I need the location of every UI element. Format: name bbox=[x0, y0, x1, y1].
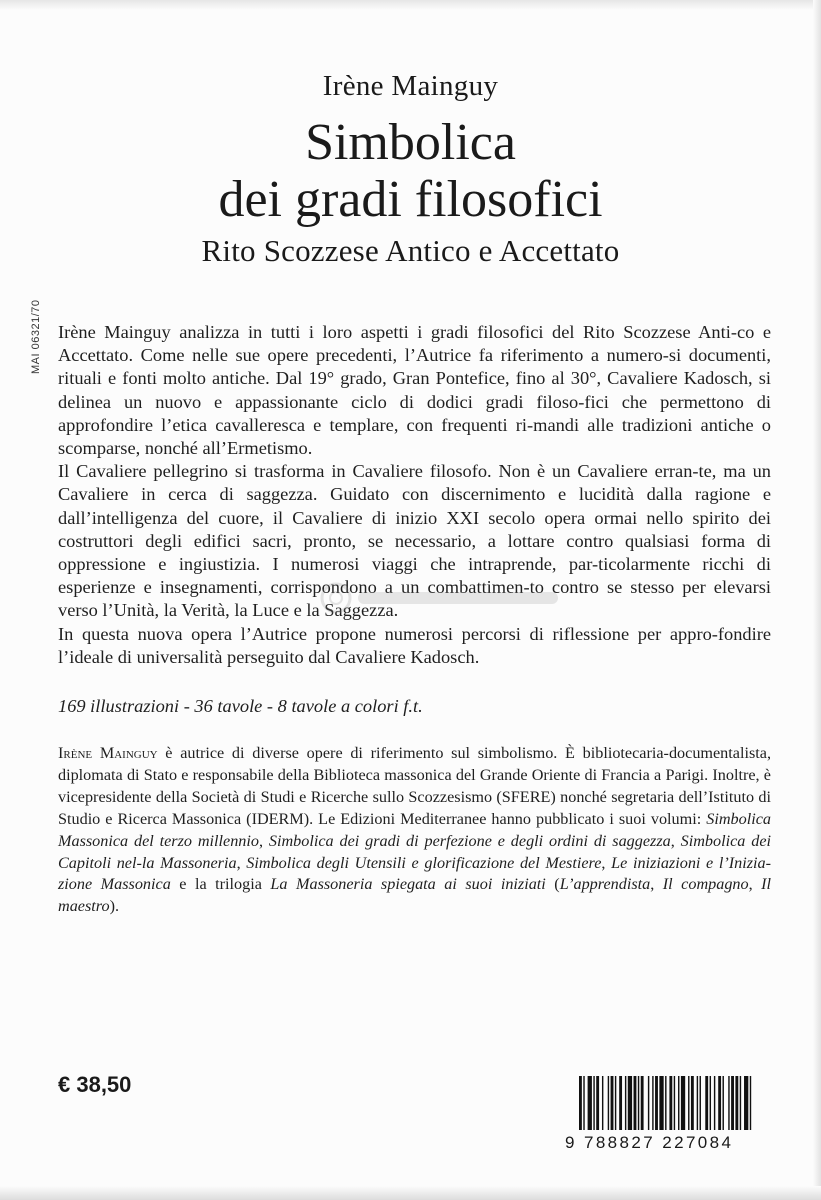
book-subtitle: Rito Scozzese Antico e Accettato bbox=[201, 233, 620, 268]
barcode-bar bbox=[638, 1076, 639, 1130]
barcode-bar bbox=[710, 1076, 711, 1130]
barcode-bar bbox=[681, 1076, 685, 1130]
barcode-bar bbox=[688, 1076, 689, 1130]
barcode-bar bbox=[678, 1076, 679, 1130]
barcode-bar bbox=[665, 1076, 666, 1130]
author-bio bbox=[58, 743, 771, 918]
barcode-bar bbox=[728, 1076, 729, 1130]
bio-sep-3: , bbox=[236, 853, 247, 872]
bio-text-1: è autrice di diverse opere di riferimento sul simbolismo. È bibliotecaria-documentalista, diplomata di Stato e responsabile della Biblioteca massonica del Grande Oriente di Francia a Parigi. Inoltre, è vicepresidente della Società di Studi e Ricerche sullo Scozzesismo (SFERE) nonché segretaria dell’Istituto di Studio e Ricerca Massonica (IDERM). Le Edizioni Mediterranee hanno pubblicato i suoi volumi: bbox=[58, 744, 771, 828]
bio-text-2: e la trilogia bbox=[170, 875, 271, 894]
bio-volume-3: Il maestro bbox=[58, 875, 772, 916]
barcode-bar bbox=[669, 1076, 672, 1130]
barcode-bar bbox=[615, 1076, 616, 1130]
book-title bbox=[0, 114, 821, 228]
bio-volume-2: Il compagno bbox=[662, 875, 749, 894]
barcode-bar bbox=[652, 1076, 653, 1130]
barcode-bar bbox=[735, 1076, 738, 1130]
price: € 38,50 bbox=[58, 1072, 132, 1097]
barcode-bar bbox=[705, 1076, 708, 1130]
barcode-bar bbox=[723, 1076, 724, 1130]
catalog-code: MAI 06321/70 bbox=[30, 299, 42, 374]
barcode-bar bbox=[608, 1076, 609, 1130]
barcode-bar bbox=[596, 1076, 599, 1130]
bio-text-4: ). bbox=[109, 897, 119, 916]
barcode-bar bbox=[744, 1076, 748, 1130]
bio-book-4: Simbolica degli Utensili e glorificazione del Mestiere bbox=[246, 853, 602, 872]
barcode-bar bbox=[714, 1076, 715, 1130]
barcode-bar bbox=[731, 1076, 734, 1130]
bio-sep-5: , bbox=[650, 875, 663, 894]
barcode-bar bbox=[718, 1076, 721, 1130]
description bbox=[58, 321, 771, 669]
description-paragraph-2: Il Cavaliere pellegrino si trasforma in Cavaliere filosofo. Non è un Cavaliere erran-te, ma un Cavaliere in cerca di saggezza. Guidato con discernimento e lucidità dalla ragione e dall’intelligenza del cuore, il Cavaliere di inizio XXI secolo opera ormai nello spirito dei costruttori degli edifici sacri, pronto, se necessario, a lottare contro qualsiasi forma di oppressione e ingiustizia. I numerosi viaggi che intraprende, par-ticolarmente ricchi di esperienze e insegnamenti, corrispondono a un combattimen-to contro se stesso per elevarsi verso l’Unità, la Verità, la Luce e la Saggezza. bbox=[58, 461, 771, 621]
bio-sep-4: , bbox=[601, 853, 612, 872]
watermark-logo-icon bbox=[318, 580, 568, 616]
title-line-2: dei gradi filosofici bbox=[218, 171, 603, 228]
scan-edge-top bbox=[0, 0, 821, 10]
barcode-bar bbox=[700, 1076, 701, 1130]
illustrations-info: 169 illustrazioni - 36 tavole - 8 tavole a colori f.t. bbox=[58, 696, 423, 716]
description-paragraph-3: In questa nuova opera l’Autrice propone numerosi percorsi di riflessione per appro-fondire l’ideale di universalità perseguito dal Cavaliere Kadosch. bbox=[58, 623, 771, 667]
bio-text-3: ( bbox=[545, 875, 560, 894]
barcode-bar bbox=[659, 1076, 663, 1130]
bio-volume-1: L’apprendista bbox=[559, 875, 651, 894]
bio-sep-1: , bbox=[258, 831, 269, 850]
barcode-bar bbox=[611, 1076, 614, 1130]
bio-book-2: Simbolica dei gradi di perfezione e degli ordini di saggezza bbox=[268, 831, 671, 850]
description-paragraph-1: Irène Mainguy analizza in tutti i loro aspetti i gradi filosofici del Rito Scozzese Anti-co e Accettato. Come nelle sue opere precedenti, l’Autrice fa riferimento a numero-si documenti, rituali e fonti molto antiche. Dal 19° grado, Gran Pontefice, fino al 30°, Cavaliere Kadosch, si delinea un nuovo e appassionante ciclo di dodici gradi filoso-fici che permettono di approfondire l’etica cavalleresca e templare, con frequenti ri-mandi alle tradizioni antiche o scomparse, nonché all’Ermetismo. bbox=[58, 322, 771, 459]
barcode-bar bbox=[641, 1076, 644, 1130]
bio-book-5: Le iniziazioni e l’Inizia-zione Massonica bbox=[58, 853, 772, 894]
barcode-bar bbox=[619, 1076, 622, 1130]
author-name: Irène Mainguy bbox=[322, 70, 499, 102]
bio-sep-2: , bbox=[670, 831, 681, 850]
barcode-bar bbox=[674, 1076, 675, 1130]
bio-book-6: La Massoneria spiegata ai suoi iniziati bbox=[270, 875, 546, 894]
scan-edge-bottom bbox=[0, 1186, 821, 1200]
barcode-bar bbox=[602, 1076, 603, 1130]
barcode-bar bbox=[655, 1076, 658, 1130]
bio-author-name: Irène Mainguy bbox=[58, 744, 158, 762]
title-line-1: Simbolica bbox=[305, 114, 516, 171]
isbn-digits: 9 788827 227084 bbox=[565, 1133, 734, 1152]
bio-book-1: Simbolica Massonica del terzo millennio bbox=[58, 809, 771, 850]
barcode-bar bbox=[740, 1076, 741, 1130]
barcode-icon bbox=[565, 1076, 773, 1132]
barcode-bar bbox=[648, 1076, 649, 1130]
barcode-bar bbox=[697, 1076, 698, 1130]
barcode-bar bbox=[588, 1076, 592, 1130]
barcode-bar bbox=[691, 1076, 694, 1130]
barcode-bar bbox=[750, 1076, 751, 1130]
barcode-bar bbox=[634, 1076, 637, 1130]
isbn-barcode bbox=[565, 1076, 773, 1158]
barcode-bar bbox=[579, 1076, 582, 1130]
barcode-bar bbox=[593, 1076, 594, 1130]
barcode-bar bbox=[583, 1076, 584, 1130]
barcode-bar bbox=[628, 1076, 632, 1130]
barcode-bar bbox=[625, 1076, 626, 1130]
bio-book-3: Simbolica dei Capitoli nel-la Massoneria bbox=[58, 831, 772, 872]
bio-sep-6: , bbox=[748, 875, 762, 894]
